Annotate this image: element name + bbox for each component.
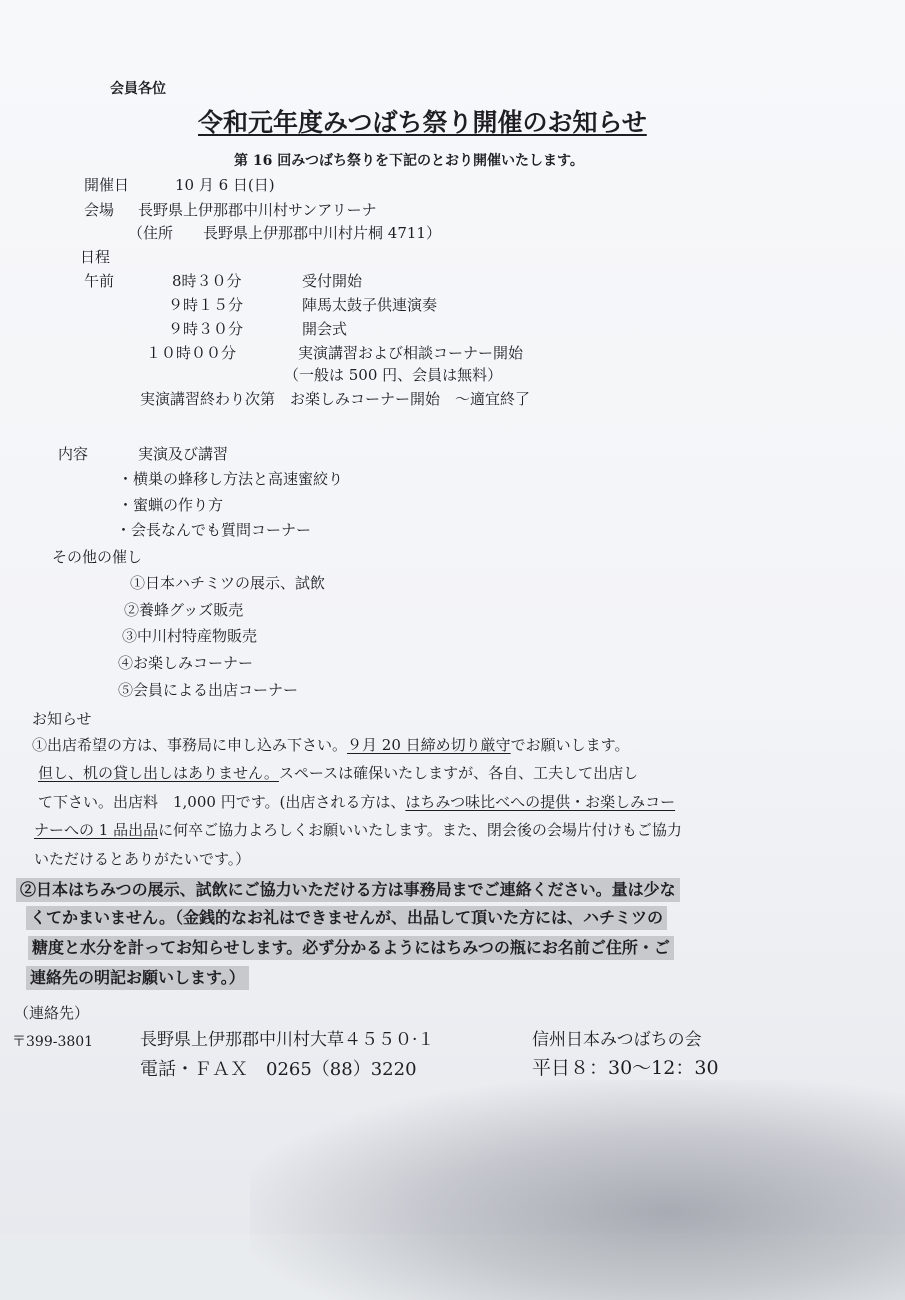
notice-2-line: ②日本はちみつの展示、試飲にご協力いただける方は事務局までご連絡ください。量は少な bbox=[16, 878, 680, 902]
notice-1-line-3: て下さい。出店料 1,000 円です。(出店される方は、はちみつ味比べへの提供・お楽しみコー bbox=[38, 793, 676, 811]
schedule-time: ９時３０分 bbox=[168, 320, 244, 338]
content-heading: 実演及び講習 bbox=[138, 445, 229, 463]
content-label: 内容 bbox=[58, 445, 89, 463]
notice-label: お知らせ bbox=[32, 710, 92, 728]
schedule-label: 日程 bbox=[80, 248, 111, 266]
notice-2-line: 糖度と水分を計ってお知らせします。必ず分かるようにはちみつの瓶にお名前ご住所・ご bbox=[28, 936, 674, 960]
venue-label: 会場 bbox=[84, 201, 115, 219]
schedule-desc: 開会式 bbox=[302, 320, 348, 338]
schedule-time: ９時１５分 bbox=[168, 296, 244, 314]
document-title: 令和元年度みつばち祭り開催のお知らせ bbox=[198, 108, 647, 137]
phone-fax: 電話・ＦＡＸ 0265（88）3220 bbox=[140, 1059, 417, 1080]
organization-name: 信州日本みつばちの会 bbox=[532, 1030, 702, 1050]
date-value: 10 月 6 日(日) bbox=[175, 176, 275, 194]
content-item: ・会長なんでも質問コーナー bbox=[116, 521, 312, 539]
fee-note: （一般は 500 円、会員は無料） bbox=[284, 366, 503, 384]
content-item: ・横巣の蜂移し方法と高速蜜絞り bbox=[118, 470, 344, 488]
date-label: 開催日 bbox=[84, 176, 130, 194]
office-hours: 平日８：30～12：30 bbox=[532, 1057, 719, 1079]
schedule-desc: 実演講習および相談コーナー開始 bbox=[298, 344, 524, 362]
others-item: ⑤会員による出店コーナー bbox=[118, 681, 299, 699]
photo-shadow bbox=[250, 1080, 905, 1300]
schedule-after: 実演講習終わり次第 お楽しみコーナー開始 ～適宜終了 bbox=[140, 390, 531, 408]
notice-1-line-5: いただけるとありがたいです。） bbox=[34, 850, 251, 868]
others-item: ②養蜂グッズ販売 bbox=[124, 601, 244, 619]
venue-address: （住所 長野県上伊那郡中川村片桐 4711） bbox=[128, 224, 441, 242]
notice-1-line-2: 但し、机の貸し出しはありません。スペースは確保いたしますが、各自、工夫して出店し bbox=[38, 764, 639, 782]
others-item: ④お楽しみコーナー bbox=[118, 654, 254, 672]
others-label: その他の催し bbox=[52, 548, 143, 566]
addressee: 会員各位 bbox=[110, 81, 166, 97]
notice-2-line: くてかまいません。（金銭的なお礼はできませんが、出品して頂いた方には、ハチミツの bbox=[26, 906, 667, 930]
content-item: ・蜜蝋の作り方 bbox=[118, 496, 224, 514]
contact-label: （連絡先） bbox=[14, 1004, 90, 1022]
schedule-time: 8時３０分 bbox=[172, 272, 242, 290]
notice-1-line-4: ナーへの 1 品出品に何卒ご協力よろしくお願いいたします。また、閉会後の会場片付けもご協力 bbox=[34, 821, 682, 839]
postal-code: 〒399-3801 bbox=[12, 1034, 94, 1050]
contact-address: 長野県上伊那郡中川村大草４５５０·１ bbox=[140, 1030, 435, 1050]
am-label: 午前 bbox=[84, 272, 115, 290]
notice-2-line: 連絡先の明記お願いします。） bbox=[26, 966, 249, 990]
others-item: ①日本ハチミツの展示、試飲 bbox=[130, 574, 326, 592]
notice-1-line-1: ①出店希望の方は、事務局に申し込み下さい。９月 20 日締め切り厳守でお願いします。 bbox=[32, 736, 630, 754]
schedule-time: １０時００分 bbox=[146, 344, 237, 362]
venue-value: 長野県上伊那郡中川村サンアリーナ bbox=[138, 201, 377, 219]
intro-text: 第 16 回みつばち祭りを下記のとおり開催いたします。 bbox=[234, 153, 584, 169]
others-item: ③中川村特産物販売 bbox=[122, 627, 258, 645]
schedule-desc: 陣馬太鼓子供連演奏 bbox=[302, 296, 438, 314]
schedule-desc: 受付開始 bbox=[302, 272, 363, 290]
